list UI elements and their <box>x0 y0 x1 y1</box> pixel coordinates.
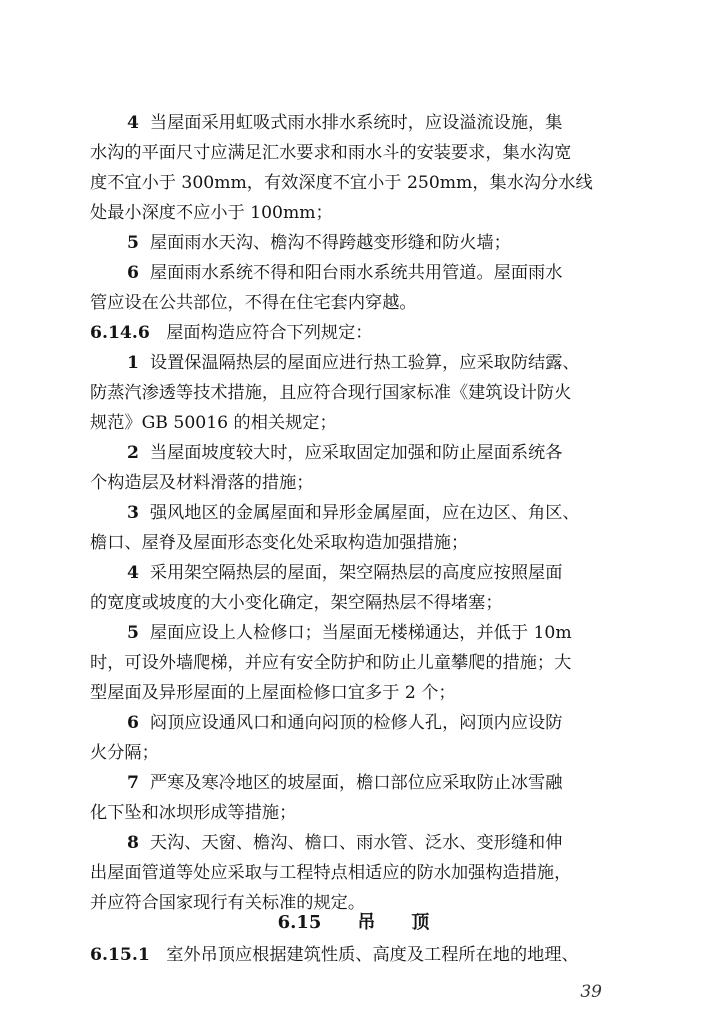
item-text: 采用架空隔热层的屋面，架空隔热层的高度应按照屋面 <box>149 563 563 583</box>
item-text: 水沟的平面尺寸应满足汇水要求和雨水斗的安装要求，集水沟宽 <box>90 143 572 163</box>
item-text: 管应设在公共部位，不得在住宅套内穿越。 <box>90 293 417 313</box>
item-line <box>90 798 618 828</box>
item-text: 个构造层及材料滑落的措施； <box>90 473 314 493</box>
item-line <box>127 438 618 468</box>
item-line <box>90 168 618 198</box>
item-line <box>90 648 618 678</box>
item-text: 强风地区的金属屋面和异形金属屋面，应在边区、角区、 <box>149 503 580 523</box>
item-number: 5 <box>127 623 139 643</box>
item-number: 2 <box>127 443 139 463</box>
item-line <box>90 738 618 768</box>
item-line <box>127 768 618 798</box>
item-text: 防蒸汽渗透等技术措施，且应符合现行国家标准《建筑设计防火 <box>90 383 572 403</box>
clause-text: 屋面构造应符合下列规定： <box>166 323 373 343</box>
item-text: 度不宜小于 300mm，有效深度不宜小于 250mm，集水沟分水线 <box>90 173 593 193</box>
item-text: 化下坠和冰坝形成等措施； <box>90 803 297 823</box>
item-number: 4 <box>127 113 139 133</box>
clause-number: 6.14.6 <box>90 323 150 343</box>
item-text: 规范》GB 50016 的相关规定； <box>90 413 337 433</box>
item-text: 型屋面及异形屋面的上屋面检修口宜多于 2 个； <box>90 683 456 703</box>
item-line <box>90 138 618 168</box>
page-number: 39 <box>580 982 602 1002</box>
item-line <box>127 618 618 648</box>
item-text: 火分隔； <box>90 743 159 763</box>
item-line <box>90 678 618 708</box>
item-line <box>90 378 618 408</box>
clause-heading <box>90 318 618 348</box>
item-text: 设置保温隔热层的屋面应进行热工验算，应采取防结露、 <box>149 353 580 373</box>
item-number: 7 <box>127 773 139 793</box>
item-text: 当屋面坡度较大时，应采取固定加强和防止屋面系统各 <box>149 443 563 463</box>
item-text: 时，可设外墙爬梯，并应有安全防护和防止儿童攀爬的措施；大 <box>90 653 572 673</box>
section-title-a: 吊 <box>357 912 376 933</box>
item-text: 并应符合国家现行有关标准的规定。 <box>90 893 366 913</box>
item-text: 严寒及寒冷地区的坡屋面，檐口部位应采取防止冰雪融 <box>149 773 563 793</box>
item-line <box>90 288 618 318</box>
item-line <box>127 828 618 858</box>
item-line <box>90 858 618 888</box>
item-text: 出屋面管道等处应采取与工程特点相适应的防水加强构造措施， <box>90 863 572 883</box>
item-text: 当屋面采用虹吸式雨水排水系统时，应设溢流设施，集 <box>149 113 563 133</box>
item-text: 屋面雨水系统不得和阳台雨水系统共用管道。屋面雨水 <box>149 263 563 283</box>
item-text: 屋面雨水天沟、檐沟不得跨越变形缝和防火墙； <box>149 233 511 253</box>
clause-text: 室外吊顶应根据建筑性质、高度及工程所在地的地理、 <box>166 945 579 965</box>
section-number: 6.15 <box>277 912 322 933</box>
item-text: 闷顶应设通风口和通向闷顶的检修人孔，闷顶内应设防 <box>149 713 563 733</box>
item-number: 3 <box>127 503 139 523</box>
item-line <box>90 198 618 228</box>
item-text: 天沟、天窗、檐沟、檐口、雨水管、泛水、变形缝和伸 <box>149 833 563 853</box>
clause-number: 6.15.1 <box>90 945 150 965</box>
item-number: 5 <box>127 233 139 253</box>
item-number: 1 <box>127 353 139 373</box>
item-line <box>127 108 618 138</box>
item-number: 6 <box>127 713 139 733</box>
item-line <box>90 588 618 618</box>
item-line <box>127 228 618 258</box>
item-line <box>127 498 618 528</box>
item-text: 处最小深度不应小于 100mm； <box>90 203 333 223</box>
item-line <box>127 558 618 588</box>
item-line <box>90 888 618 918</box>
item-text: 屋面应设上人检修口；当屋面无楼梯通达，并低于 10m <box>149 623 572 643</box>
section-title-b: 顶 <box>411 912 430 933</box>
item-line <box>90 468 618 498</box>
item-number: 4 <box>127 563 139 583</box>
item-number: 8 <box>127 833 139 853</box>
clause-heading <box>90 940 618 970</box>
item-line <box>127 708 618 738</box>
item-line <box>127 348 618 378</box>
item-number: 6 <box>127 263 139 283</box>
item-line <box>127 258 618 288</box>
item-line <box>90 408 618 438</box>
item-text: 檐口、屋脊及屋面形态变化处采取构造加强措施； <box>90 533 469 553</box>
item-text: 的宽度或坡度的大小变化确定，架空隔热层不得堵塞； <box>90 593 503 613</box>
item-line <box>90 528 618 558</box>
